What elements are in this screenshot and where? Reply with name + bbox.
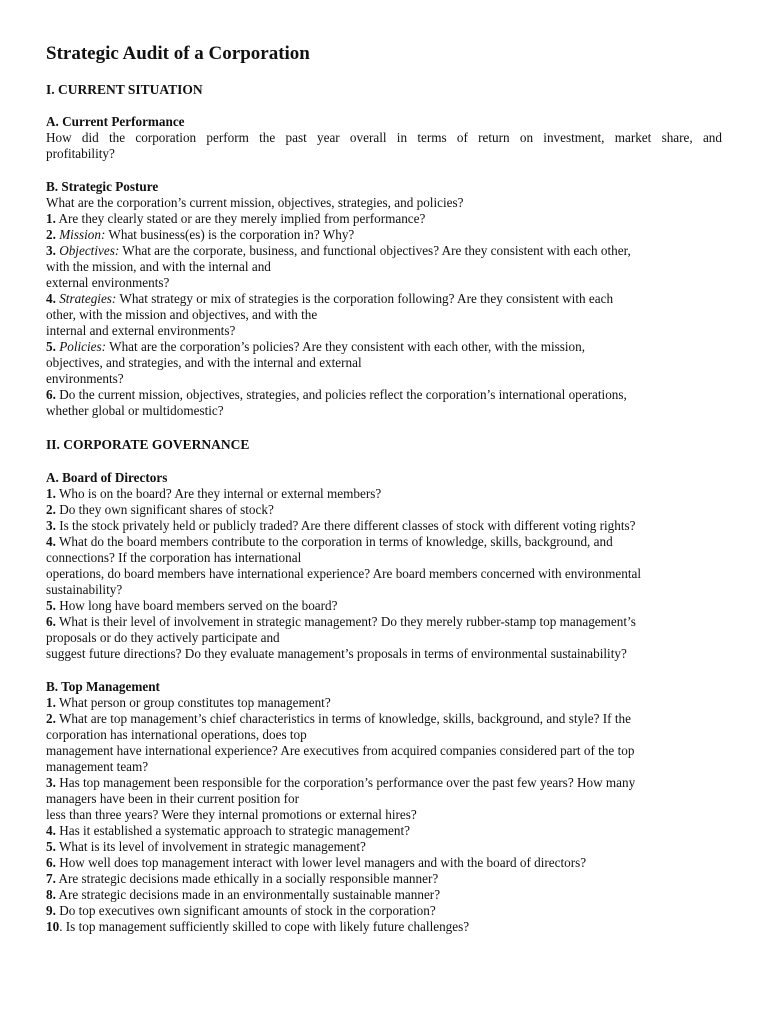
list-item <box>46 919 722 935</box>
item-text: Are they clearly stated or are they merely implied from performance? <box>58 211 426 226</box>
item-text: How well does top management interact with lower level managers and with the board of directors? <box>59 855 587 870</box>
list-item <box>46 903 722 919</box>
item-text-line: with the mission, and with the internal and <box>46 259 271 274</box>
item-text: What is their level of involvement in strategic management? Do they merely rubber-stamp top management’s <box>58 614 636 629</box>
paragraph-line: profitability? <box>46 146 115 161</box>
item-number: 4. <box>46 823 56 838</box>
item-text-line: sustainability? <box>46 582 123 597</box>
item-text-line: managers have been in their current position for <box>46 791 300 806</box>
item-text-line: whether global or multidomestic? <box>46 403 224 418</box>
top-management-block <box>46 679 722 935</box>
item-number: 4. <box>46 291 56 306</box>
item-text: Are strategic decisions made in an environmentally sustainable manner? <box>58 887 441 902</box>
list-item <box>46 614 722 630</box>
item-number: 1. <box>46 211 56 226</box>
item-number: 3. <box>46 518 56 533</box>
strategic-posture-block <box>46 179 722 419</box>
list-item <box>46 775 722 791</box>
item-text: Do top executives own significant amounts of stock in the corporation? <box>59 903 436 918</box>
list-item <box>46 711 722 727</box>
subheading-strategic-posture: B. Strategic Posture <box>46 179 159 194</box>
item-number: 4. <box>46 534 56 549</box>
list-item <box>46 887 722 903</box>
paragraph-line: How did the corporation perform the past year overall in terms of return on investment, market share, and <box>46 130 722 145</box>
item-number: 6. <box>46 855 56 870</box>
item-text-line: management team? <box>46 759 149 774</box>
list-item <box>46 243 722 259</box>
item-number: 6. <box>46 614 56 629</box>
list-item <box>46 855 722 871</box>
item-text-line: corporation has international operations, does top <box>46 727 307 742</box>
subheading-current-performance: A. Current Performance <box>46 114 185 129</box>
list-item <box>46 823 722 839</box>
list-item <box>46 871 722 887</box>
item-text-line: proposals or do they actively participate and <box>46 630 280 645</box>
item-term: Policies: <box>59 339 107 354</box>
item-text: Are strategic decisions made ethically in a socially responsible manner? <box>58 871 439 886</box>
item-term: Objectives: <box>59 243 120 258</box>
item-text-line: internal and external environments? <box>46 323 236 338</box>
item-text-line: less than three years? Were they internal promotions or external hires? <box>46 807 417 822</box>
item-text: What are the corporation’s policies? Are they consistent with each other, with the mission, <box>109 339 586 354</box>
item-number: 5. <box>46 339 56 354</box>
item-text: Do the current mission, objectives, strategies, and policies reflect the corporation’s international operations, <box>59 387 627 402</box>
item-text-line: objectives, and strategies, and with the internal and external <box>46 355 362 370</box>
item-number: 2. <box>46 502 56 517</box>
item-number: 3. <box>46 775 56 790</box>
document-title: Strategic Audit of a Corporation <box>46 43 310 64</box>
item-term: Strategies: <box>59 291 117 306</box>
item-text: . Is top management sufficiently skilled to cope with likely future challenges? <box>59 919 470 934</box>
item-number: 8. <box>46 887 56 902</box>
item-text-line: external environments? <box>46 275 170 290</box>
item-text: What do the board members contribute to the corporation in terms of knowledge, skills, background, and <box>58 534 613 549</box>
item-text-line: other, with the mission and objectives, and with the <box>46 307 318 322</box>
section-heading-corporate-governance: II. CORPORATE GOVERNANCE <box>46 437 250 452</box>
list-item <box>46 211 722 227</box>
subheading-board-of-directors: A. Board of Directors <box>46 470 168 485</box>
item-number: 2. <box>46 711 56 726</box>
item-text: What business(es) is the corporation in? Why? <box>108 227 355 242</box>
item-text-line: operations, do board members have international experience? Are board members concerned with environmental <box>46 566 642 581</box>
item-text: Is the stock privately held or publicly traded? Are there different classes of stock with different voting rights? <box>59 518 636 533</box>
item-text: What person or group constitutes top management? <box>58 695 331 710</box>
item-text: How long have board members served on the board? <box>59 598 338 613</box>
item-text: What is its level of involvement in strategic management? <box>58 839 366 854</box>
subheading-top-management: B. Top Management <box>46 679 160 694</box>
current-performance-block <box>46 114 722 162</box>
item-text: What are the corporate, business, and functional objectives? Are they consistent with each other, <box>122 243 631 258</box>
item-text: What strategy or mix of strategies is the corporation following? Are they consistent with each <box>119 291 614 306</box>
item-number: 9. <box>46 903 56 918</box>
list-item <box>46 339 722 355</box>
item-text-line: management have international experience? Are executives from acquired companies considered part of the top <box>46 743 635 758</box>
list-item <box>46 227 722 243</box>
board-of-directors-block <box>46 470 722 662</box>
item-number: 6. <box>46 387 56 402</box>
item-number: 5. <box>46 839 56 854</box>
item-text: Has top management been responsible for the corporation’s performance over the past few years? How many <box>59 775 636 790</box>
list-item <box>46 534 722 550</box>
item-number: 2. <box>46 227 56 242</box>
item-number: 3. <box>46 243 56 258</box>
list-item <box>46 695 722 711</box>
item-text: What are top management’s chief characteristics in terms of knowledge, skills, background, and style? If the <box>58 711 631 726</box>
list-item <box>46 387 722 403</box>
section-heading-current-situation: I. CURRENT SITUATION <box>46 82 203 97</box>
list-item <box>46 291 722 307</box>
list-item <box>46 518 722 534</box>
list-item <box>46 502 722 518</box>
item-text-line: environments? <box>46 371 124 386</box>
item-number: 1. <box>46 695 56 710</box>
item-text-line: connections? If the corporation has international <box>46 550 302 565</box>
paragraph-line: What are the corporation’s current mission, objectives, strategies, and policies? <box>46 195 464 210</box>
item-number: 10 <box>46 919 60 934</box>
item-number: 7. <box>46 871 56 886</box>
list-item <box>46 839 722 855</box>
item-number: 1. <box>46 486 56 501</box>
item-text: Has it established a systematic approach to strategic management? <box>59 823 410 838</box>
list-item <box>46 598 722 614</box>
item-number: 5. <box>46 598 56 613</box>
item-text: Do they own significant shares of stock? <box>59 502 274 517</box>
item-text: Who is on the board? Are they internal or external members? <box>58 486 382 501</box>
item-text-line: suggest future directions? Do they evaluate management’s proposals in terms of environmental sustainability? <box>46 646 627 661</box>
list-item <box>46 486 722 502</box>
item-term: Mission: <box>59 227 106 242</box>
